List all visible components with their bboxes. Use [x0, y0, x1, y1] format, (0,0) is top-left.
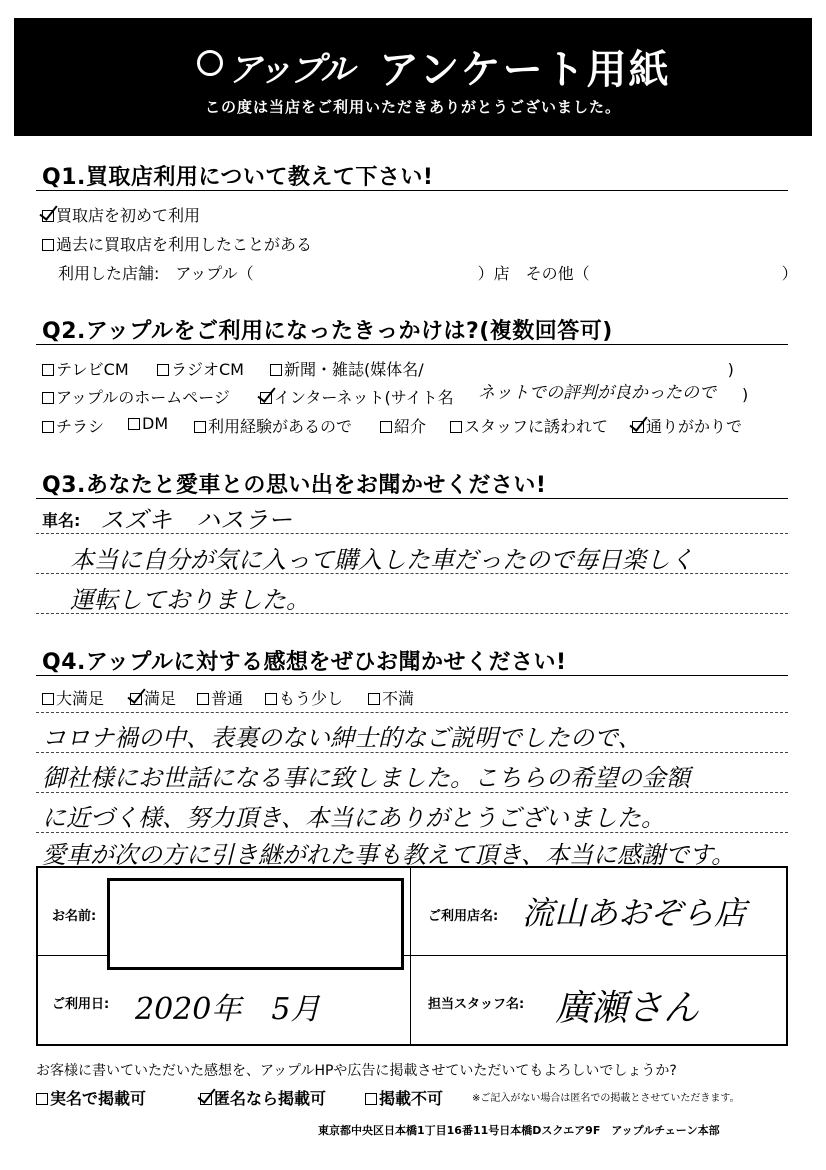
name-redacted-field[interactable]	[107, 878, 404, 970]
q3-writing-line	[36, 573, 788, 574]
hq-address: 東京都中央区日本橋1丁目16番11号日本橋Dスクエア9F アップルチェーン本部	[318, 1124, 720, 1137]
staff-value: 廣瀬さん	[555, 988, 700, 1029]
q4-option-more[interactable]: もう少し	[265, 686, 343, 709]
q2-title: Q2.アップルをご利用になったきっかけは?(複数回答可)	[42, 319, 613, 344]
q3-writing-line	[36, 533, 788, 534]
q2-option-dm[interactable]: DM	[128, 414, 168, 433]
info-divider-vertical	[410, 866, 411, 1046]
q4-writing-line	[36, 832, 788, 833]
store-label: ご利用店名:	[428, 909, 499, 924]
q2-option-referral[interactable]: 紹介	[380, 414, 426, 437]
q4-option-unsatisfied[interactable]: 不満	[368, 686, 414, 709]
q3-writing-line	[36, 613, 788, 614]
checkbox-icon[interactable]	[265, 693, 277, 705]
q2-option-staff[interactable]: スタッフに誘われて	[450, 414, 608, 437]
car-name-label: 車名:	[42, 511, 81, 530]
q4-writing-line	[36, 752, 788, 753]
checkbox-icon[interactable]	[365, 1093, 377, 1105]
q1-rule	[36, 190, 788, 191]
q2-option-newspaper[interactable]: 新聞・雑誌(媒体名/ )	[270, 357, 734, 380]
checkbox-icon[interactable]	[270, 364, 282, 376]
checkbox-icon[interactable]	[368, 693, 380, 705]
checkbox-icon[interactable]	[36, 1093, 48, 1105]
q4-comment-line-4: 愛車が次の方に引き継がれた事も教えて頂き、本当に感謝です。	[42, 841, 736, 869]
checkbox-icon[interactable]	[194, 421, 206, 433]
consent-option-no[interactable]: 掲載不可	[365, 1086, 443, 1109]
q2-internet-handwritten: ネットでの評判が良かったので	[478, 383, 716, 403]
checkbox-checked-icon[interactable]	[200, 1093, 212, 1105]
form-title: アンケート用紙	[379, 47, 671, 93]
checkbox-icon[interactable]	[380, 421, 392, 433]
checkbox-icon[interactable]	[157, 364, 169, 376]
q2-option-radio[interactable]: ラジオCM	[157, 357, 244, 380]
car-name-value: スズキ ハスラー	[100, 506, 292, 534]
checkbox-icon[interactable]	[128, 418, 140, 430]
consent-option-real-name[interactable]: 実名で掲載可	[36, 1086, 146, 1109]
header-banner	[14, 18, 812, 136]
name-label: お名前:	[52, 909, 97, 924]
checkbox-checked-icon[interactable]	[260, 392, 272, 404]
q1-store-line: 利用した店舗: アップル（ ）店 その他（ ）	[58, 264, 798, 283]
q4-option-very-satisfied[interactable]: 大満足	[42, 686, 104, 709]
checkbox-icon[interactable]	[450, 421, 462, 433]
q4-comment-line-2: 御社様にお世話になる事に致しました。こちらの希望の金額	[42, 764, 690, 792]
q2-option-experience[interactable]: 利用経験があるので	[194, 414, 352, 437]
q2-option-passing[interactable]: 通りがかりで	[632, 414, 742, 437]
store-value: 流山あおぞら店	[522, 894, 747, 932]
q3-memory-line-2: 運転しておりました。	[70, 586, 310, 614]
checkbox-icon[interactable]	[42, 693, 54, 705]
q3-rule	[36, 498, 788, 499]
q4-option-normal[interactable]: 普通	[197, 686, 243, 709]
checkbox-checked-icon[interactable]	[632, 421, 644, 433]
date-label: ご利用日:	[52, 997, 110, 1012]
q4-comment-line-3: に近づく様、努力頂き、本当にありがとうございました。	[42, 804, 666, 832]
q1-title: Q1.買取店利用について教えて下さい!	[42, 165, 434, 190]
q2-option-flyer[interactable]: チラシ	[42, 414, 104, 437]
apple-logo-icon	[197, 50, 223, 76]
checkbox-icon[interactable]	[42, 239, 54, 251]
q2-option-homepage[interactable]: アップルのホームページ	[42, 385, 230, 408]
consent-option-anonymous[interactable]: 匿名なら掲載可	[200, 1086, 326, 1109]
q3-title: Q3.あなたと愛車との思い出をお聞かせください!	[42, 473, 547, 498]
consent-note: ※ご記入がない場合は匿名での掲載とさせていただきます。	[472, 1093, 740, 1104]
q4-comment-line-1: コロナ禍の中、表裏のない紳士的なご説明でしたので、	[42, 724, 642, 752]
q4-writing-line	[36, 792, 788, 793]
checkbox-icon[interactable]	[42, 364, 54, 376]
checkbox-icon[interactable]	[42, 392, 54, 404]
q1-option-first-time[interactable]: 買取店を初めて利用	[42, 203, 200, 226]
staff-label: 担当スタッフ名:	[428, 997, 525, 1012]
q1-option-used-before[interactable]: 過去に買取店を利用したことがある	[42, 232, 312, 255]
checkbox-icon[interactable]	[197, 693, 209, 705]
q4-writing-line	[36, 712, 788, 713]
logo-text: アップル	[228, 50, 353, 90]
q4-option-satisfied[interactable]: 満足	[130, 686, 176, 709]
checkbox-icon[interactable]	[42, 421, 54, 433]
q2-internet-close: )	[742, 385, 749, 404]
date-value: 2020年 5月	[135, 992, 321, 1027]
form-subtitle: この度は当店をご利用いただきありがとうございました。	[204, 98, 621, 116]
q2-option-tv[interactable]: テレビCM	[42, 357, 129, 380]
checkbox-checked-icon[interactable]	[42, 210, 54, 222]
q4-rule	[36, 675, 788, 676]
q2-option-internet[interactable]: インターネット(サイト名	[260, 385, 454, 408]
q3-memory-line-1: 本当に自分が気に入って購入した車だったので毎日楽しく	[70, 546, 694, 574]
q2-rule	[36, 344, 788, 345]
checkbox-checked-icon[interactable]	[130, 693, 142, 705]
q4-title: Q4.アップルに対する感想をぜひお聞かせください!	[42, 650, 567, 675]
consent-question: お客様に書いていただいた感想を、アップルHPや広告に掲載させていただいてもよろしいでしょうか?	[36, 1063, 677, 1079]
